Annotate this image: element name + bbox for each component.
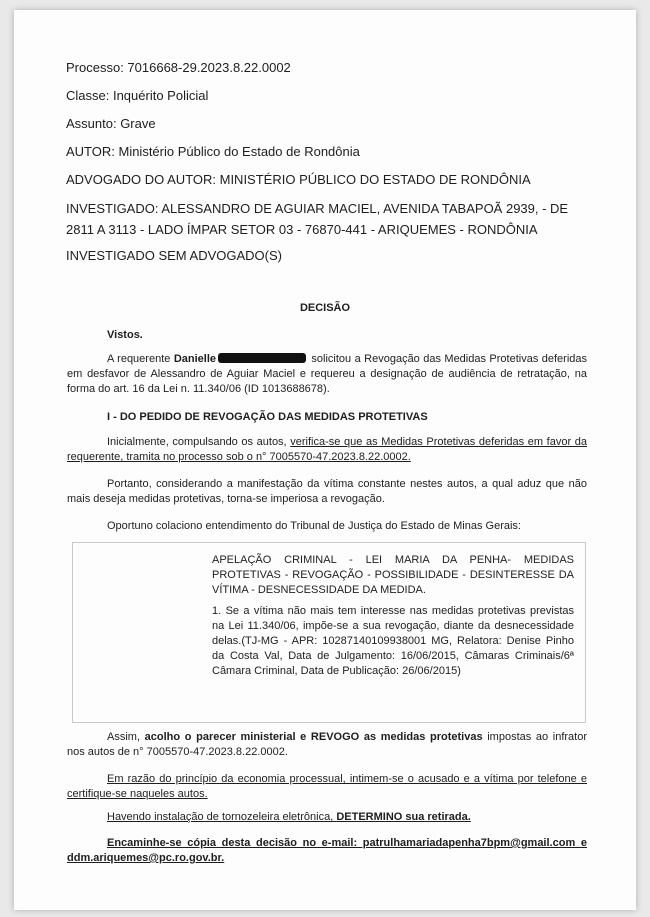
investigado-sem-advogado-line: INVESTIGADO SEM ADVOGADO(S) bbox=[66, 248, 282, 263]
paragraph-intimacao: Em razão do princípio da economia processual, intimem-se o acusado e a vítima por telefone e certifique-se naqueles autos. bbox=[67, 773, 587, 800]
vistos: Vistos. bbox=[107, 329, 143, 341]
autor-line: AUTOR: Ministério Público do Estado de Rondônia bbox=[66, 144, 360, 159]
redaction-mark bbox=[218, 353, 306, 363]
quote-ementa: APELAÇÃO CRIMINAL - LEI MARIA DA PENHA- MEDIDAS PROTETIVAS - REVOGAÇÃO - POSSIBILIDADE - DESINTERESSE DA VÍTIMA - DESNECESSIDADE DA MEDIDA. bbox=[212, 554, 574, 596]
paragraph-inicialmente: Inicialmente, compulsando os autos, verifica-se que as Medidas Protetivas deferidas em favor da requerente, tramita no processo sob o n° 7005570-47.2023.8.22.0002. bbox=[67, 436, 587, 463]
investigado-line: INVESTIGADO: ALESSANDRO DE AGUIAR MACIEL, AVENIDA TABAPOÃ 2939, - DE 2811 A 3113 - LADO ÍMPAR SETOR 03 - 76870-441 - ARIQUEMES - RONDÔNIA bbox=[66, 201, 569, 237]
paragraph-requerente: A requerente Danielle solicitou a Revogação das Medidas Protetivas deferidas em desfavor de Alessandro de Aguiar Maciel e requereu a designação de audiência de retratação, na forma do art. 16 da Lei n. 11.340/06 (ID 1013688678). bbox=[67, 353, 587, 395]
section-heading-revogacao: I - DO PEDIDO DE REVOGAÇÃO DAS MEDIDAS PROTETIVAS bbox=[107, 411, 428, 423]
decisao-title: DECISÃO bbox=[299, 302, 351, 314]
classe-line: Classe: Inquérito Policial bbox=[66, 88, 209, 103]
paragraph-oportuno: Oportuno colaciono entendimento do Tribunal de Justiça do Estado de Minas Gerais: bbox=[107, 520, 521, 532]
assunto-line: Assunto: Grave bbox=[66, 116, 156, 131]
advogado-autor-line: ADVOGADO DO AUTOR: MINISTÉRIO PÚBLICO DO ESTADO DE RONDÔNIA bbox=[66, 172, 531, 187]
paragraph-encaminhe: Encaminhe-se cópia desta decisão no e-mail: patrulhamariadapenha7bpm@gmail.com e ddm.ariquemes@pc.ro.gov.br. bbox=[67, 837, 587, 864]
document-page bbox=[14, 10, 636, 910]
paragraph-portanto: Portanto, considerando a manifestação da vítima constante nestes autos, a qual aduz que não mais deseja medidas protetivas, torna-se imperiosa a revogação. bbox=[67, 478, 587, 505]
paragraph-tornozeleira: Havendo instalação de tornozeleira eletrônica, DETERMINO sua retirada. bbox=[107, 811, 471, 823]
paragraph-assim: Assim, acolho o parecer ministerial e REVOGO as medidas protetivas impostas ao infrator nos autos de n° 7005570-47.2023.8.22.0002. bbox=[67, 731, 588, 758]
quote-text: 1. Se a vítima não mais tem interesse nas medidas protetivas previstas na Lei 11.340/06, impõe-se a sua revogação, diante da desnecessidade delas.(TJ-MG - APR: 10287140109938001 MG, Relatora: Denise Pinho da Costa Val, Data de Julgamento: 16/06/2015, Câmaras Criminais/6ª Câmara Criminal, Data de Publicação: 26/06/2015) bbox=[212, 605, 574, 677]
processo-line: Processo: 7016668-29.2023.8.22.0002 bbox=[66, 60, 291, 75]
jurisprudence-quote-box bbox=[72, 542, 586, 723]
